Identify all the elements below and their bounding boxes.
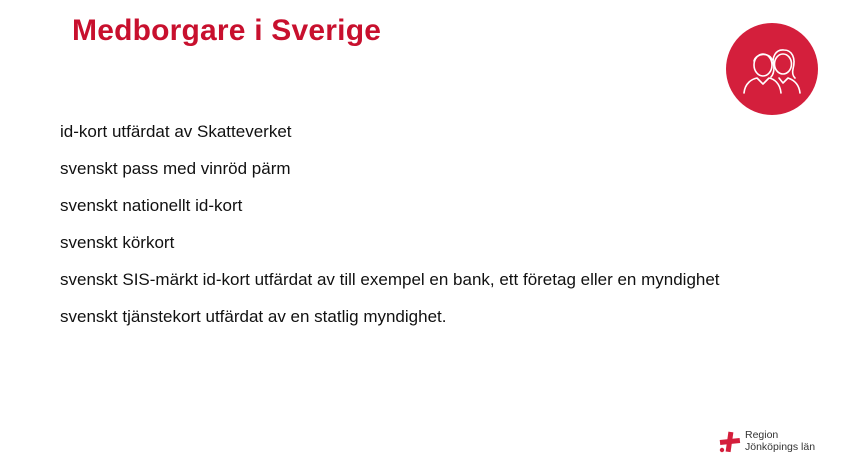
logo-line-county: Jönköpings län xyxy=(745,441,816,453)
list-item: svenskt SIS-märkt id-kort utfärdat av till exempel en bank, ett företag eller en myndighet xyxy=(60,270,720,289)
people-badge xyxy=(726,23,818,115)
people-icon xyxy=(726,23,818,115)
list-item: svenskt körkort xyxy=(60,233,175,252)
list-item: id-kort utfärdat av Skatteverket xyxy=(60,122,292,141)
logo-line-region: Region xyxy=(745,429,779,441)
logo-text xyxy=(745,429,815,453)
list-item: svenskt tjänstekort utfärdat av en statlig myndighet. xyxy=(60,307,447,326)
identity-document-list xyxy=(60,121,740,343)
list-item: svenskt pass med vinröd pärm xyxy=(60,159,291,178)
region-logo xyxy=(718,428,828,458)
list-item: svenskt nationellt id-kort xyxy=(60,196,243,215)
region-cross-logo xyxy=(718,430,742,454)
slide-title: Medborgare i Sverige xyxy=(72,14,382,47)
